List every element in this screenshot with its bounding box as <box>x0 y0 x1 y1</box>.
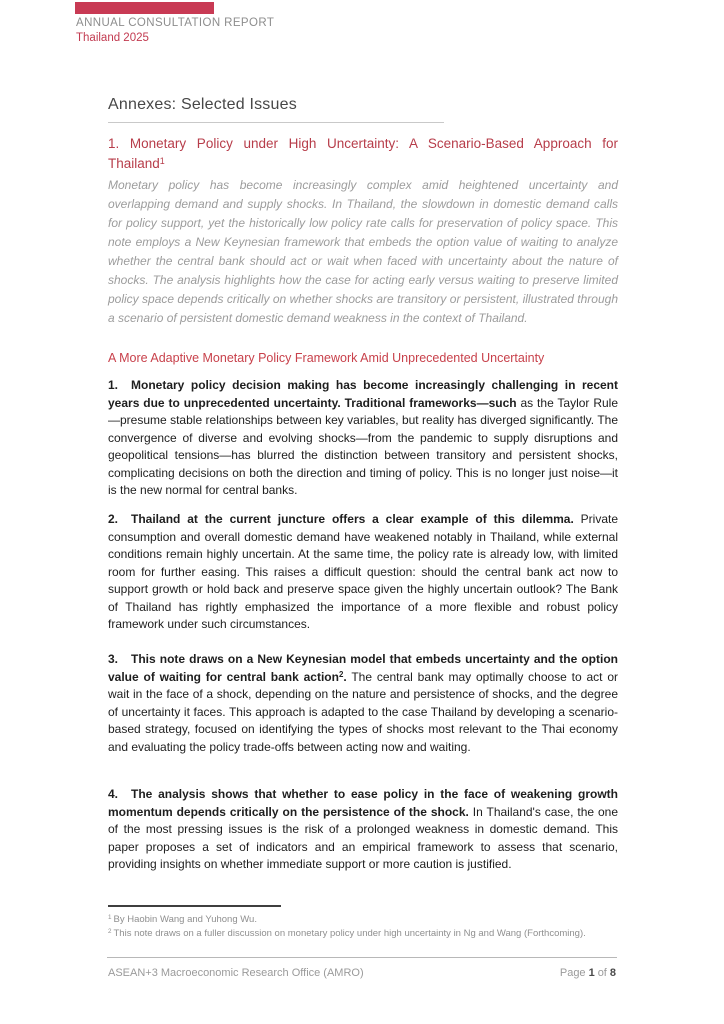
footnote-1-marker: 1 <box>108 914 112 922</box>
paragraph-lead-bold: The analysis shows that whether to ease policy in the face of weakening growth momentum depends critically on the persistence of the shock. <box>108 787 618 819</box>
brand-accent-bar <box>75 2 214 14</box>
section-subheading: A More Adaptive Monetary Policy Framework Amid Unprecedented Uncertainty <box>108 351 545 365</box>
annexes-heading: Annexes: Selected Issues <box>108 96 297 113</box>
paragraph-body: Private consumption and overall domestic demand have weakened notably in Thailand, while external conditions remain highly uncertain. At the same time, the policy rate is already low, with limited room for further easing. This raises a difficult question: should the central bank act now to support growth or hold back and preserve space given the highly uncertain outlook? The Bank of Thailand has rightly emphasized the importance of a more flexible and robust policy framework under such circumstances. <box>108 512 618 631</box>
footer-org-name: ASEAN+3 Macroeconomic Research Office (AMRO) <box>108 967 364 979</box>
paragraph-4 <box>108 786 618 874</box>
footnote-2-text: This note draws on a fuller discussion on monetary policy under high uncertainty in Ng and Wang (Forthcoming). <box>113 927 586 939</box>
paragraph-body: In Thailand's case, the one of the most pressing issues is the risk of a prolonged weakness in domestic demand. This paper proposes a set of indicators and an empirical framework to assess that scenario, providing insights on whether immediate support or more caution is justified. <box>108 804 619 871</box>
paragraph-body: The central bank may optimally choose to act or wait in the face of a shock, depending on the nature and persistence of shocks, and the degree of uncertainty it faces. This approach is adapted to the case Thailand by developing a scenario-based strategy, focused on identifying the types of shocks most relevant to the Thai economy and evaluating the policy trade-offs between acting now and waiting. <box>108 669 619 754</box>
paragraph-2 <box>108 511 618 634</box>
paragraph-lead-bold: This note draws on a New Keynesian model that embeds uncertainty and the option value of waiting for central bank action <box>108 652 618 684</box>
footnote-ref-2: 2 <box>338 669 344 679</box>
footnote-2-marker: 2 <box>108 927 112 935</box>
page-footer <box>108 967 616 979</box>
page-header <box>76 17 274 44</box>
section-title <box>108 134 618 174</box>
footnote-2 <box>108 927 618 941</box>
footnote-1 <box>108 913 618 927</box>
paragraph-3 <box>108 651 618 756</box>
report-title: ANNUAL CONSULTATION REPORT <box>76 17 275 29</box>
paragraph-lead-bold: Monetary policy decision making has become increasingly challenging in recent years due to unprecedented uncertainty. Traditional frameworks—such <box>108 378 618 410</box>
page-label: Page <box>559 967 586 979</box>
footnote-1-text: By Haobin Wang and Yuhong Wu. <box>113 914 257 925</box>
report-subtitle: Thailand 2025 <box>76 32 149 44</box>
paragraph-lead-bold-tail: . <box>343 669 347 684</box>
footnote-separator <box>108 905 281 907</box>
paragraph-number: 1. <box>108 378 119 392</box>
page-number: 1 <box>588 967 595 979</box>
paragraph-number: 4. <box>108 787 119 801</box>
abstract-text: Monetary policy has become increasingly complex amid heightened uncertainty and overlapping demand and supply shocks. In Thailand, the slowdown in domestic demand calls for policy support, yet the historically low policy rate calls for preservation of policy space. This note employs a New Keynesian framework that embeds the option value of waiting to analyze whether the central bank should act or wait when faced with uncertainty about the nature of shocks. The analysis highlights how the case for acting early versus waiting to preserve limited policy space depends critically on whether shocks are transitory or persistent, illustrated through a scenario of persistent domestic demand weakness in the context of Thailand. <box>108 178 618 325</box>
page-indicator <box>557 967 616 979</box>
section-title-footnote-ref: 1 <box>159 156 165 166</box>
page-total: 8 <box>609 967 616 979</box>
paragraph-number: 3. <box>108 652 119 666</box>
paragraph-body: as the Taylor Rule—presume stable relationships between key variables, but reality has diverged significantly. The convergence of diverse and evolving shocks—from the pandemic to supply disruptions and geopolitical tensions—has blurred the distinction between transitory and persistent shocks, complicating decisions on both the direction and timing of policy. This is no longer just noise—it is the new normal for central banks. <box>108 395 619 497</box>
paragraph-1 <box>108 377 618 500</box>
footer-rule <box>107 957 617 958</box>
section-title-line2-text: Thailand <box>108 156 160 171</box>
of-label: of <box>597 967 607 979</box>
heading-underline <box>108 122 444 123</box>
footnotes <box>108 913 618 940</box>
paragraph-lead-bold: Thailand at the current juncture offers a clear example of this dilemma. <box>131 512 574 526</box>
section-title-line2 <box>108 154 618 174</box>
paragraph-number: 2. <box>108 512 119 526</box>
section-title-line1: 1. Monetary Policy under High Uncertainty: A Scenario-Based Approach for <box>108 136 618 151</box>
